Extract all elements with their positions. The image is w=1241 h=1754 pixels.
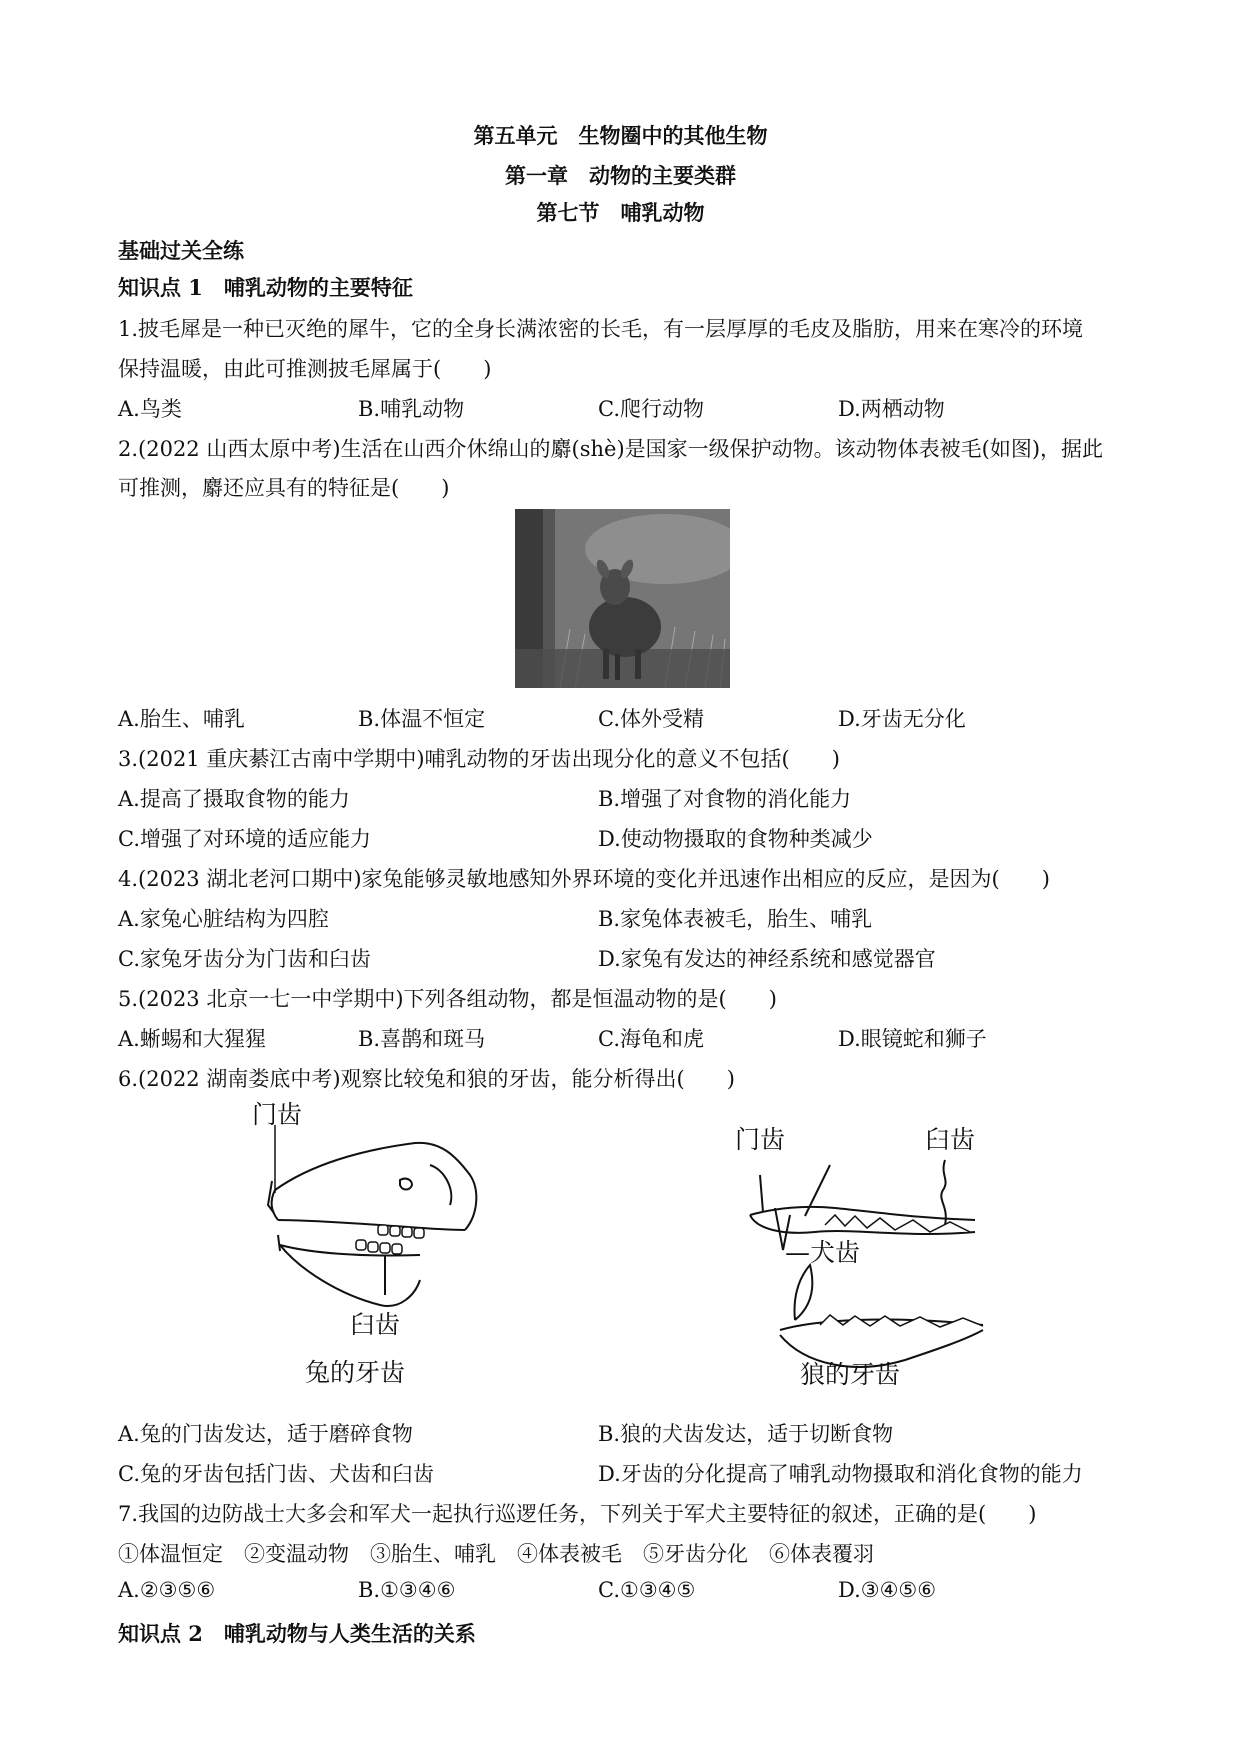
question-2-line-2: 可推测，麝还应具有的特征是( ): [118, 476, 450, 500]
q1-option-b: B.哺乳动物: [358, 397, 465, 421]
section-title: 第七节 哺乳动物: [536, 200, 705, 225]
q7-option-a: A.②③⑤⑥: [118, 1578, 216, 1602]
q2-option-b: B.体温不恒定: [358, 707, 486, 731]
q4-option-b: B.家兔体表被毛，胎生、哺乳: [598, 907, 873, 931]
question-4-line-1: 4.(2023 湖北老河口期中)家兔能够灵敏地感知外界环境的变化并迅速作出相应的反应，是因为( ): [118, 867, 1050, 891]
question-1-line-1: 1.披毛犀是一种已灭绝的犀牛，它的全身长满浓密的长毛，有一层厚厚的毛皮及脂肪，用来在寒冷的环境: [118, 317, 1084, 341]
rabbit-incisor-label: 门齿: [252, 1100, 303, 1129]
q4-option-a: A.家兔心脏结构为四腔: [118, 907, 329, 931]
question-6-line-1: 6.(2022 湖南娄底中考)观察比较兔和狼的牙齿，能分析得出( ): [118, 1067, 735, 1091]
q2-option-d: D.牙齿无分化: [838, 707, 966, 731]
q1-option-d: D.两栖动物: [838, 397, 945, 421]
question-7-line-1: 7.我国的边防战士大多会和军犬一起执行巡逻任务，下列关于军犬主要特征的叙述，正确的是( ): [118, 1502, 1037, 1526]
wolf-canine-text: 犬齿: [810, 1238, 861, 1267]
q5-option-a: A.蜥蜴和大猩猩: [118, 1027, 266, 1051]
q6-option-c: C.兔的牙齿包括门齿、犬齿和臼齿: [118, 1462, 434, 1486]
q3-option-a: A.提高了摄取食物的能力: [118, 787, 350, 811]
q6-option-d: D.牙齿的分化提高了哺乳动物摄取和消化食物的能力: [598, 1462, 1083, 1486]
question-3-line-1: 3.(2021 重庆綦江古南中学期中)哺乳动物的牙齿出现分化的意义不包括( ): [118, 747, 840, 771]
question-5-line-1: 5.(2023 北京一七一中学期中)下列各组动物，都是恒温动物的是( ): [118, 987, 777, 1011]
question-1-line-2: 保持温暖，由此可推测披毛犀属于( ): [118, 357, 492, 381]
chapter-title: 第一章 动物的主要类群: [505, 163, 736, 188]
q5-option-b: B.喜鹊和斑马: [358, 1027, 486, 1051]
knowledge-point-2: 知识点 2 哺乳动物与人类生活的关系: [118, 1621, 476, 1646]
q7-option-c: C.①③④⑤: [598, 1578, 696, 1602]
question-2-line-1: 2.(2022 山西太原中考)生活在山西介休绵山的麝(shè)是国家一级保护动物。该动物体表被毛(如图)，据此: [118, 437, 1104, 461]
rabbit-skull-drawing: [250, 1095, 510, 1395]
knowledge-point-1: 知识点 1 哺乳动物的主要特征: [118, 275, 413, 300]
q6-option-a: A.兔的门齿发达，适于磨碎食物: [118, 1422, 413, 1446]
rabbit-molar-label: 臼齿: [350, 1310, 401, 1339]
q4-option-c: C.家兔牙齿分为门齿和臼齿: [118, 947, 371, 971]
rabbit-figure-caption: 兔的牙齿: [305, 1358, 406, 1387]
q3-option-b: B.增强了对食物的消化能力: [598, 787, 852, 811]
musk-deer-photo: [515, 509, 730, 688]
q7-option-b: B.①③④⑥: [358, 1578, 456, 1602]
q2-option-a: A.胎生、哺乳: [118, 707, 245, 731]
practice-title: 基础过关全练: [118, 238, 244, 263]
q5-option-c: C.海龟和虎: [598, 1027, 704, 1051]
q3-option-c: C.增强了对环境的适应能力: [118, 827, 371, 851]
q3-option-d: D.使动物摄取的食物种类减少: [598, 827, 873, 851]
unit-title: 第五单元 生物圈中的其他生物: [473, 123, 768, 148]
q6-option-b: B.狼的犬齿发达，适于切断食物: [598, 1422, 894, 1446]
wolf-teeth-figure: [735, 1120, 995, 1400]
wolf-figure-caption: 狼的牙齿: [800, 1360, 901, 1389]
wolf-molar-label: 臼齿: [925, 1125, 976, 1154]
rabbit-teeth-figure: [250, 1095, 510, 1395]
q4-option-d: D.家兔有发达的神经系统和感觉器官: [598, 947, 936, 971]
wolf-canine-label: —犬齿: [785, 1238, 861, 1267]
q7-option-d: D.③④⑤⑥: [838, 1578, 937, 1602]
question-7-items: ①体温恒定 ②变温动物 ③胎生、哺乳 ④体表被毛 ⑤牙齿分化 ⑥体表覆羽: [118, 1542, 874, 1566]
q1-option-a: A.鸟类: [118, 397, 182, 421]
q2-option-c: C.体外受精: [598, 707, 704, 731]
wolf-incisor-label: 门齿: [735, 1125, 786, 1154]
q5-option-d: D.眼镜蛇和狮子: [838, 1027, 987, 1051]
q1-option-c: C.爬行动物: [598, 397, 704, 421]
